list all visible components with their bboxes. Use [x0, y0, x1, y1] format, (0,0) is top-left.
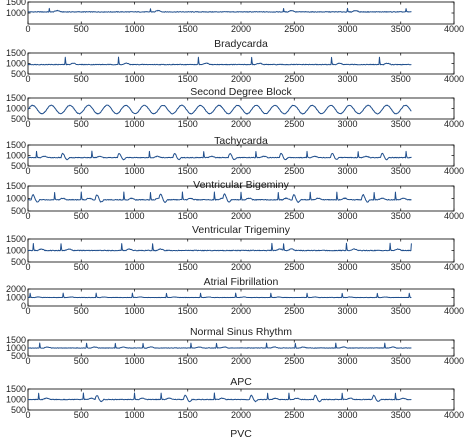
x-tick-label: 500: [73, 211, 89, 221]
x-tick-label: 2000: [230, 410, 252, 420]
x-tick-label: 500: [73, 119, 89, 129]
x-tick-label: 3000: [337, 166, 358, 176]
x-tick-label: 3000: [337, 24, 358, 34]
ecg-panel: [6, 384, 464, 440]
x-tick-label: 1500: [177, 24, 198, 34]
y-tick-label: 1000: [5, 103, 26, 114]
y-tick-label: 500: [10, 257, 26, 267]
x-tick-label: 3000: [337, 410, 358, 420]
axes-frame: [28, 2, 454, 24]
x-tick-label: 2500: [284, 166, 305, 176]
x-tick-label: 4000: [443, 262, 465, 272]
x-tick-label: 0: [25, 211, 31, 221]
x-tick-label: 2000: [230, 262, 252, 272]
x-tick-label: 3000: [337, 356, 358, 366]
x-tick-label: 3500: [390, 356, 411, 366]
x-tick-label: 0: [25, 262, 31, 272]
x-tick-label: 3500: [390, 119, 411, 129]
x-tick-label: 2000: [230, 74, 252, 84]
x-tick-label: 2500: [284, 211, 305, 221]
y-tick-label: 1000: [5, 150, 26, 161]
x-tick-label: 1000: [124, 24, 145, 34]
x-tick-label: 1000: [124, 262, 145, 272]
y-tick-label: 1500: [5, 140, 26, 150]
x-tick-label: 3000: [337, 262, 358, 272]
x-tick-label: 2500: [284, 356, 305, 366]
x-tick-label: 4000: [443, 356, 465, 366]
x-tick-label: 500: [73, 356, 89, 366]
y-tick-label: 1000: [5, 58, 26, 69]
panel-title: Tachycarda: [214, 135, 268, 147]
x-tick-label: 3000: [337, 74, 358, 84]
y-tick-label: 500: [10, 351, 26, 361]
x-tick-label: 1500: [177, 166, 198, 176]
x-tick-label: 1000: [124, 119, 145, 129]
x-tick-label: 1500: [177, 306, 198, 316]
y-tick-label: 500: [10, 161, 26, 171]
ecg-trace-line: [28, 293, 411, 298]
x-tick-label: 1000: [124, 211, 145, 221]
x-tick-label: 1500: [177, 262, 198, 272]
x-tick-label: 500: [73, 166, 89, 176]
x-tick-label: 500: [73, 306, 89, 316]
x-tick-label: 2500: [284, 24, 305, 34]
panel-title: PVC: [230, 428, 252, 440]
x-tick-label: 1000: [124, 306, 145, 316]
ecg-trace-line: [28, 192, 411, 202]
x-tick-label: 1500: [177, 119, 198, 129]
ecg-panel: [6, 0, 464, 50]
x-tick-label: 2000: [230, 211, 252, 221]
y-tick-label: 500: [10, 206, 26, 216]
x-tick-label: 3000: [337, 211, 358, 221]
ecg-panel: [6, 234, 464, 288]
y-tick-label: 1000: [5, 245, 26, 256]
y-tick-label: 1500: [5, 0, 26, 7]
panel-title: Normal Sinus Rhythm: [189, 326, 293, 338]
ecg-panel: [6, 93, 464, 147]
x-tick-label: 500: [73, 24, 89, 34]
x-tick-label: 500: [73, 410, 89, 420]
x-tick-label: 1000: [124, 356, 145, 366]
x-tick-label: 0: [25, 356, 31, 366]
x-tick-label: 2500: [284, 74, 305, 84]
y-tick-label: 1500: [5, 48, 26, 58]
x-tick-label: 500: [73, 262, 89, 272]
panel-title: APC: [230, 376, 252, 388]
x-tick-label: 0: [25, 166, 31, 176]
y-tick-label: 1000: [5, 8, 26, 18]
y-tick-label: 1500: [5, 335, 26, 345]
x-tick-label: 4000: [443, 306, 465, 316]
y-tick-label: 1500: [5, 181, 26, 191]
ecg-panel: [6, 48, 464, 98]
ecg-trace-line: [28, 343, 411, 348]
x-tick-label: 2000: [230, 166, 252, 176]
x-tick-label: 1500: [177, 211, 198, 221]
panel-title: Ventricular Bigeminy: [193, 179, 289, 191]
x-tick-label: 3500: [390, 74, 411, 84]
ecg-panel: [6, 140, 464, 191]
ecg-trace-line: [28, 243, 411, 251]
x-tick-label: 0: [25, 119, 31, 129]
panel-title: Second Degree Block: [190, 86, 292, 98]
x-tick-label: 3500: [390, 166, 411, 176]
ecg-panel: [6, 335, 464, 388]
ecg-trace-line: [28, 393, 411, 402]
y-tick-label: 1000: [5, 343, 26, 353]
x-tick-label: 3000: [337, 119, 358, 129]
x-tick-label: 4000: [443, 211, 465, 221]
y-tick-label: 1000: [5, 292, 26, 303]
y-tick-label: 500: [10, 114, 26, 124]
x-tick-label: 4000: [443, 24, 465, 34]
ecg-trace-line: [28, 8, 411, 12]
ecg-panel: [6, 284, 464, 338]
x-tick-label: 3500: [390, 24, 411, 34]
x-tick-label: 1000: [124, 74, 145, 84]
x-tick-label: 2000: [230, 119, 252, 129]
x-tick-label: 1500: [177, 74, 198, 84]
x-tick-label: 2500: [284, 119, 305, 129]
x-tick-label: 3500: [390, 306, 411, 316]
x-tick-label: 2500: [284, 262, 305, 272]
y-tick-label: 1000: [5, 193, 26, 204]
y-tick-label: 2000: [5, 284, 26, 294]
y-tick-label: 1000: [5, 394, 26, 405]
x-tick-label: 0: [25, 306, 31, 316]
x-tick-label: 3500: [390, 262, 411, 272]
x-tick-label: 1000: [124, 166, 145, 176]
x-tick-label: 4000: [443, 166, 465, 176]
panel-title: Atrial Fibrillation: [203, 276, 279, 288]
x-tick-label: 2000: [230, 306, 252, 316]
x-tick-label: 2000: [230, 24, 252, 34]
x-tick-label: 3500: [390, 211, 411, 221]
x-tick-label: 0: [25, 24, 31, 34]
x-tick-label: 0: [25, 74, 31, 84]
ecg-trace-line: [28, 105, 411, 114]
x-tick-label: 4000: [443, 410, 465, 420]
y-tick-label: 1500: [5, 93, 26, 103]
y-tick-label: 1500: [5, 384, 26, 394]
x-tick-label: 0: [25, 410, 31, 420]
y-tick-label: 500: [10, 69, 26, 79]
x-tick-label: 4000: [443, 74, 465, 84]
x-tick-label: 1500: [177, 410, 198, 420]
y-tick-label: 500: [10, 405, 26, 415]
ecg-trace-line: [28, 57, 411, 65]
x-tick-label: 2500: [284, 410, 305, 420]
ecg-trace-line: [28, 151, 411, 160]
x-tick-label: 2000: [230, 356, 252, 366]
panel-title: Bradycarda: [214, 38, 268, 50]
x-tick-label: 1500: [177, 356, 198, 366]
x-tick-label: 1000: [124, 410, 145, 420]
x-tick-label: 2500: [284, 306, 305, 316]
x-tick-label: 4000: [443, 119, 465, 129]
x-tick-label: 3000: [337, 306, 358, 316]
y-tick-label: 1500: [5, 234, 26, 244]
x-tick-label: 3500: [390, 410, 411, 420]
x-tick-label: 500: [73, 74, 89, 84]
y-tick-label: 0: [20, 301, 26, 311]
panel-title: Ventricular Trigeminy: [191, 224, 291, 236]
